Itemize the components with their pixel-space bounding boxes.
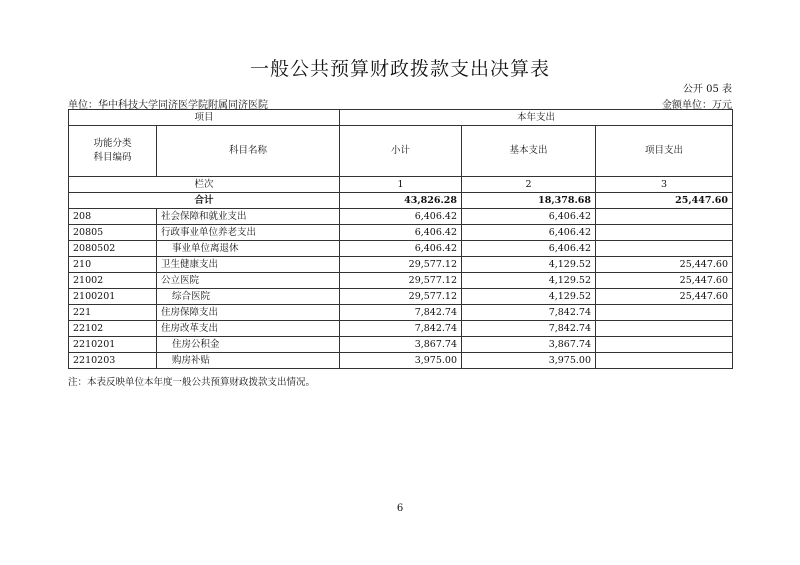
row-subtotal: 29,577.12 [340,273,462,289]
row-item [596,305,733,321]
row-name: 事业单位离退休 [157,241,340,257]
row-subtotal: 3,867.74 [340,337,462,353]
row-name: 住房公积金 [157,337,340,353]
row-subtotal: 29,577.12 [340,257,462,273]
header-func-code [69,126,157,177]
row-subtotal: 6,406.42 [340,241,462,257]
total-item: 25,447.60 [596,193,733,209]
column-seq-3: 3 [596,177,733,193]
row-basic: 7,842.74 [462,321,596,337]
row-item: 25,447.60 [596,273,733,289]
row-item [596,241,733,257]
total-basic: 18,378.68 [462,193,596,209]
form-number: 公开 05 表 [682,84,732,95]
row-subtotal: 6,406.42 [340,209,462,225]
table-row [69,337,733,353]
row-basic: 4,129.52 [462,289,596,305]
header-project: 项目 [69,110,340,126]
column-seq-label: 栏次 [69,177,340,193]
row-code: 210 [69,257,157,273]
row-code: 20805 [69,225,157,241]
header-row-1 [69,110,733,126]
table-row [69,289,733,305]
column-seq-2: 2 [462,177,596,193]
row-code: 21002 [69,273,157,289]
row-name: 卫生健康支出 [157,257,340,273]
table-row [69,209,733,225]
row-code: 2210203 [69,353,157,369]
report-title: 一般公共预算财政拨款支出决算表 [249,58,550,80]
header-current-year: 本年支出 [340,110,733,126]
row-basic: 7,842.74 [462,305,596,321]
row-subtotal: 6,406.42 [340,225,462,241]
row-basic: 6,406.42 [462,225,596,241]
row-item: 25,447.60 [596,289,733,305]
row-code: 22102 [69,321,157,337]
row-subtotal: 29,577.12 [340,289,462,305]
table-row [69,353,733,369]
row-basic: 3,867.74 [462,337,596,353]
table-row [69,321,733,337]
column-seq-1: 1 [340,177,462,193]
row-name: 购房补贴 [157,353,340,369]
row-code: 208 [69,209,157,225]
row-name: 综合医院 [157,289,340,305]
total-subtotal: 43,826.28 [340,193,462,209]
table-row [69,257,733,273]
header-func-code-line1: 功能分类 [93,138,132,149]
row-subtotal: 7,842.74 [340,321,462,337]
row-basic: 6,406.42 [462,241,596,257]
header-basic: 基本支出 [462,126,596,177]
row-name: 住房保障支出 [157,305,340,321]
total-row [69,193,733,209]
table-row [69,241,733,257]
row-basic: 3,975.00 [462,353,596,369]
row-item: 25,447.60 [596,257,733,273]
total-label: 合计 [69,193,340,209]
row-name: 公立医院 [157,273,340,289]
header-row-2 [69,126,733,177]
header-item: 项目支出 [596,126,733,177]
header-subtotal: 小计 [340,126,462,177]
row-subtotal: 3,975.00 [340,353,462,369]
row-subtotal: 7,842.74 [340,305,462,321]
row-code: 2100201 [69,289,157,305]
row-item [596,209,733,225]
row-item [596,321,733,337]
table-row [69,305,733,321]
row-basic: 4,129.52 [462,257,596,273]
expenditure-table [68,109,733,369]
row-item [596,225,733,241]
row-name: 社会保障和就业支出 [157,209,340,225]
column-seq-row [69,177,733,193]
table-row [69,273,733,289]
row-code: 221 [69,305,157,321]
row-code: 2080502 [69,241,157,257]
money-unit-label: 金额单位：万元 [662,100,732,111]
row-code: 2210201 [69,337,157,353]
row-basic: 4,129.52 [462,273,596,289]
table-row [69,225,733,241]
row-name: 住房改革支出 [157,321,340,337]
row-name: 行政事业单位养老支出 [157,225,340,241]
header-func-code-line2: 科目编码 [93,152,132,163]
page-number: 6 [396,503,404,514]
table-note: 注：本表反映单位本年度一般公共预算财政拨款支出情况。 [68,377,316,388]
row-item [596,337,733,353]
unit-label: 单位：华中科技大学同济医学院附属同济医院 [68,100,268,111]
row-basic: 6,406.42 [462,209,596,225]
row-item [596,353,733,369]
header-subject-name: 科目名称 [157,126,340,177]
